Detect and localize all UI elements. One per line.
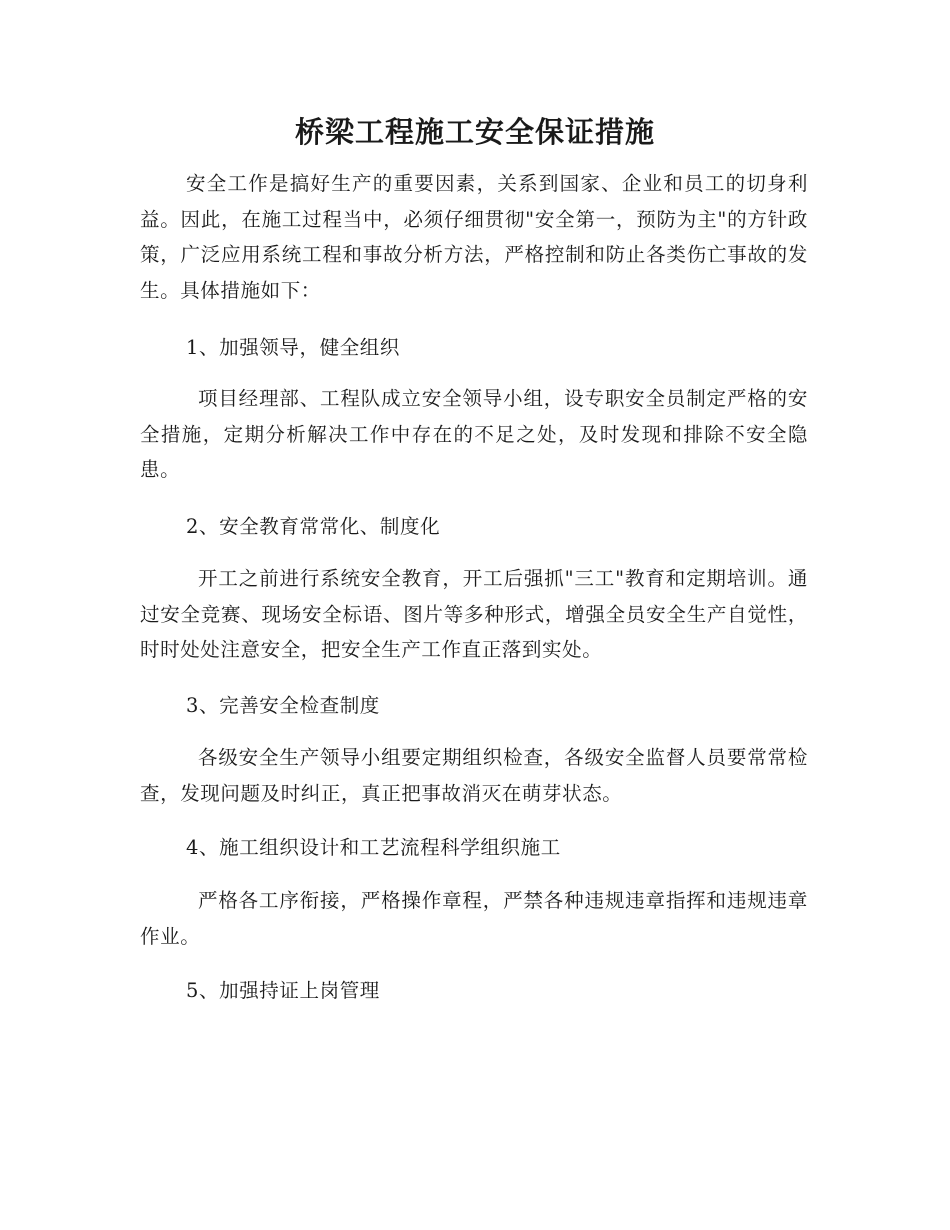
intro-paragraph: 安全工作是搞好生产的重要因素，关系到国家、企业和员工的切身利益。因此，在施工过程当中，必须仔细贯彻"安全第一，预防为主"的方针政策，广泛应用系统工程和事故分析方法，严格控制和防止各类伤亡事故的发生。具体措施如下： <box>140 172 808 302</box>
section-heading-1: 1、加强领导，健全组织 <box>186 336 401 359</box>
section-body-4: 严格各工序衔接，严格操作章程，严禁各种违规违章指挥和违规违章作业。 <box>140 889 808 948</box>
section-body-3: 各级安全生产领导小组要定期组织检查，各级安全监督人员要常常检查，发现问题及时纠正，真正把事故消灭在萌芽状态。 <box>140 746 808 805</box>
section-heading-2: 2、安全教育常常化、制度化 <box>186 515 441 538</box>
document-title: 桥梁工程施工安全保证措施 <box>294 115 655 149</box>
section-heading-3: 3、完善安全检查制度 <box>186 694 380 717</box>
section-heading-5: 5、加强持证上岗管理 <box>186 979 380 1002</box>
section-body-2: 开工之前进行系统安全教育，开工后强抓"三工"教育和定期培训。通过安全竞赛、现场安全标语、图片等多种形式，增强全员安全生产自觉性，时时处处注意安全，把安全生产工作直正落到实处。 <box>140 567 808 661</box>
section-heading-4: 4、施工组织设计和工艺流程科学组织施工 <box>186 836 561 859</box>
section-body-1: 项目经理部、工程队成立安全领导小组，设专职安全员制定严格的安全措施，定期分析解决工作中存在的不足之处，及时发现和排除不安全隐患。 <box>140 387 808 481</box>
